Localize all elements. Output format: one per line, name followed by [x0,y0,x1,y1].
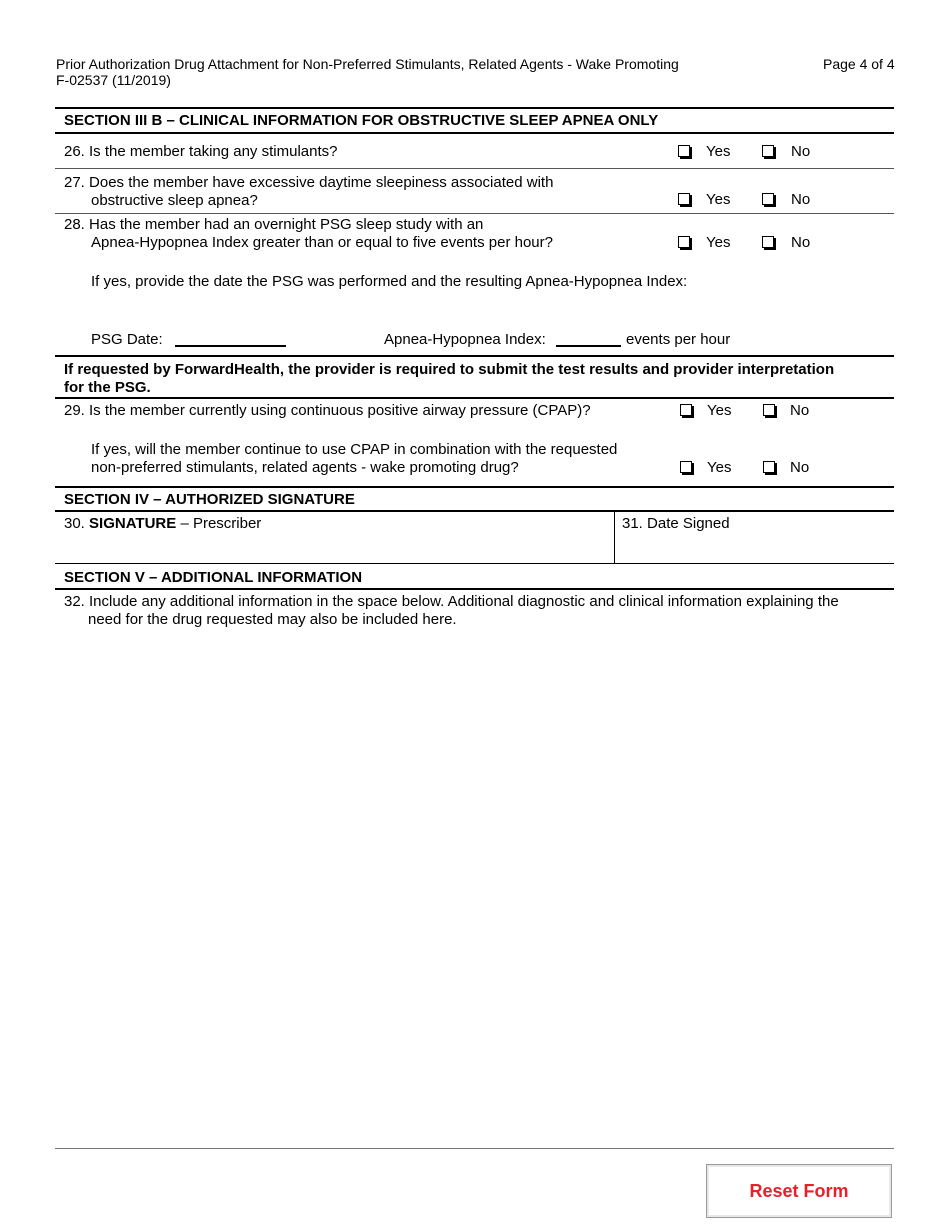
psg-notice-line2: for the PSG. [64,379,151,396]
ahi-suffix: events per hour [626,331,731,348]
question-28-line1: 28. Has the member had an overnight PSG sleep study with an [64,216,484,233]
section-5-title: SECTION V – ADDITIONAL INFORMATION [64,569,363,586]
q28-yes-checkbox[interactable] [678,236,690,248]
section-3b-title: SECTION III B – CLINICAL INFORMATION FOR OBSTRUCTIVE SLEEP APNEA ONLY [64,112,659,129]
question-28-line2: Apnea-Hypopnea Index greater than or equal to five events per hour? [91,234,553,251]
date-signed-label: 31. Date Signed [622,515,730,532]
question-32-line1: 32. Include any additional information in the space below. Additional diagnostic and clinical information explaining the [64,593,839,610]
divider [55,486,894,488]
psg-notice-line1: If requested by ForwardHealth, the provider is required to submit the test results and provider interpretation [64,361,835,378]
q26-no-checkbox[interactable] [762,145,774,157]
ahi-label: Apnea-Hypopnea Index: [384,331,546,348]
q26-yes-checkbox[interactable] [678,145,690,157]
reset-form-button[interactable]: Reset Form [706,1164,892,1218]
q28-no-label: No [791,234,811,251]
signature-number: 30. [64,515,85,532]
divider [55,168,894,169]
q29-cpap-yes-checkbox[interactable] [680,461,692,473]
q26-no-label: No [791,143,811,160]
divider [55,563,894,564]
q29-cpap-no-label: No [790,459,810,476]
question-27-line1: 27. Does the member have excessive daytime sleepiness associated with [64,174,554,191]
divider [55,213,894,214]
ahi-field[interactable] [556,345,621,347]
question-29: 29. Is the member currently using continuous positive airway pressure (CPAP)? [64,402,591,419]
q29-no-label: No [790,402,810,419]
q27-yes-checkbox[interactable] [678,193,690,205]
divider [55,510,894,512]
q27-yes-label: Yes [706,191,731,208]
question-32-line2: need for the drug requested may also be included here. [88,611,457,628]
divider [55,132,894,134]
q29-followup-line1: If yes, will the member continue to use CPAP in combination with the requested [91,441,618,458]
section-4-title: SECTION IV – AUTHORIZED SIGNATURE [64,491,355,508]
divider [55,107,894,109]
psg-date-label: PSG Date: [91,331,163,348]
additional-info-field[interactable] [56,632,894,1142]
q29-cpap-yes-label: Yes [707,459,732,476]
page-number: Page 4 of 4 [823,56,895,72]
footer-divider [55,1148,894,1149]
q27-no-checkbox[interactable] [762,193,774,205]
q29-yes-label: Yes [707,402,732,419]
divider [55,355,894,357]
signature-field[interactable] [56,513,612,561]
divider [55,397,894,399]
q29-no-checkbox[interactable] [763,404,775,416]
question-27-line2: obstructive sleep apnea? [91,192,258,209]
psg-date-field[interactable] [175,345,286,347]
q28-yes-label: Yes [706,234,731,251]
question-26: 26. Is the member taking any stimulants? [64,143,338,160]
q28-no-checkbox[interactable] [762,236,774,248]
q28-followup: If yes, provide the date the PSG was performed and the resulting Apnea-Hypopnea Index: [91,273,688,290]
q26-yes-label: Yes [706,143,731,160]
divider [614,512,615,563]
q27-no-label: No [791,191,811,208]
q29-yes-checkbox[interactable] [680,404,692,416]
form-id: F-02537 (11/2019) [56,72,171,88]
q29-followup-line2: non-preferred stimulants, related agents - wake promoting drug? [91,459,519,476]
signature-bold: SIGNATURE [89,515,177,532]
form-title: Prior Authorization Drug Attachment for Non-Preferred Stimulants, Related Agents - Wake Promoting [56,56,679,72]
q29-cpap-no-checkbox[interactable] [763,461,775,473]
divider [55,588,894,590]
signature-role: – Prescriber [180,515,262,532]
date-signed-field[interactable] [616,535,892,561]
